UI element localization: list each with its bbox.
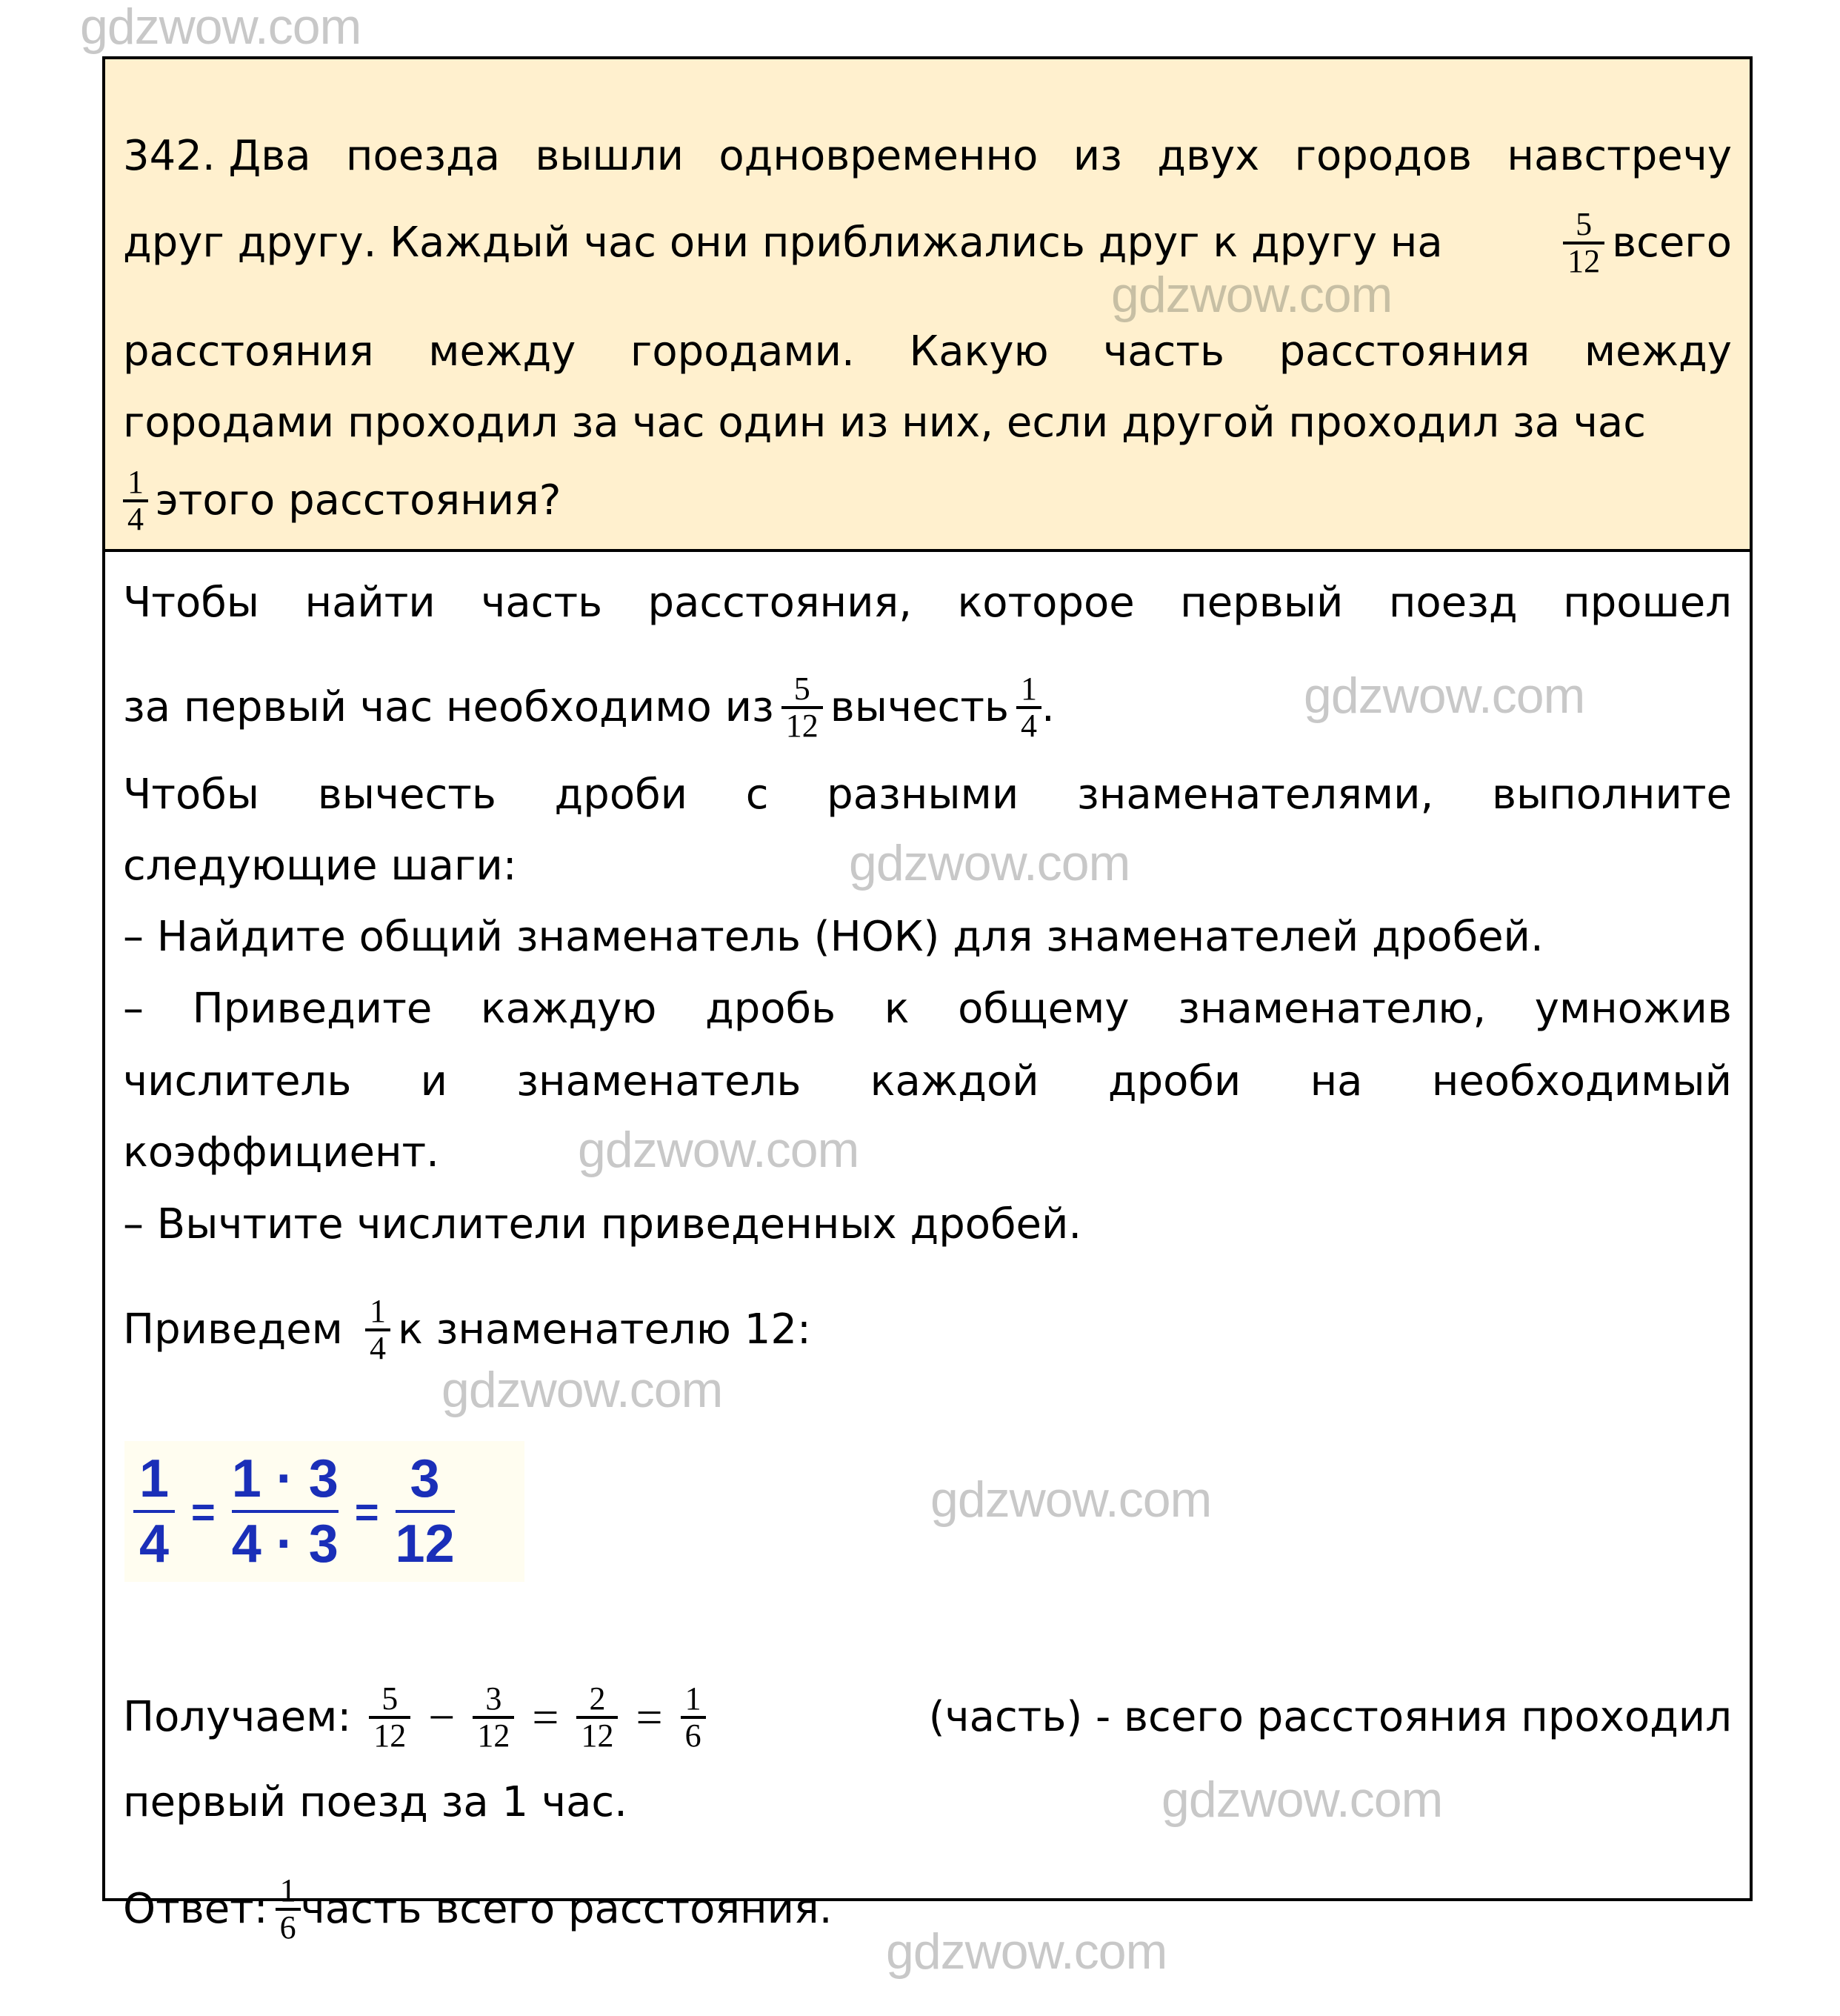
word: которое — [957, 579, 1135, 627]
word: необходимый — [1431, 1057, 1732, 1105]
word: дроби — [554, 771, 688, 819]
fraction-1-4 — [123, 465, 148, 536]
text: первый поезд за 1 час. — [123, 1778, 627, 1826]
problem-line — [123, 130, 1732, 182]
word: вышли — [535, 132, 684, 180]
word: расстояния, — [647, 579, 913, 627]
watermark: gdzwow.com — [1161, 1772, 1443, 1828]
word: часть — [481, 579, 603, 627]
text: городами проходил за час один из них, если другой проходил за час — [123, 399, 1647, 447]
text: к знаменателю 12: — [397, 1305, 811, 1354]
word: дробь — [705, 985, 836, 1033]
fraction-1-4 — [1016, 672, 1041, 743]
equals-sign: = — [191, 1488, 216, 1535]
fraction-1-4 — [365, 1294, 390, 1365]
watermark: gdzwow.com — [930, 1471, 1212, 1528]
word: между — [1584, 327, 1732, 376]
denominator: 6 — [276, 1908, 301, 1945]
word: дроби — [1107, 1057, 1241, 1105]
word: часть — [1103, 327, 1225, 376]
word: городов — [1294, 132, 1473, 180]
fraction-1-6 — [276, 1874, 301, 1945]
denominator: 4 — [1016, 706, 1041, 743]
word: расстояния — [123, 327, 374, 376]
minus-sign: − — [428, 1691, 456, 1743]
numerator: 2 — [589, 1680, 606, 1717]
numerator: 1 — [369, 1293, 386, 1329]
problem-line — [123, 207, 1732, 279]
text: Получаем: — [123, 1693, 352, 1741]
text: этого расстояния? — [156, 476, 561, 525]
denominator: 4 — [123, 499, 148, 536]
numerator: 1 — [127, 464, 144, 500]
denominator: 12 — [576, 1716, 618, 1753]
problem-line — [123, 397, 1732, 449]
numerator: 1 · 3 — [231, 1449, 339, 1508]
word: найти — [304, 579, 436, 627]
word: первый — [1180, 579, 1344, 627]
word: на — [1310, 1057, 1363, 1105]
formula-fraction-3-12 — [396, 1448, 455, 1575]
numerator: 1 — [684, 1680, 701, 1717]
numerator: 1 — [1020, 671, 1037, 707]
formula-fraction-product — [232, 1448, 339, 1575]
problem-number-text — [123, 130, 311, 182]
word: городами. — [630, 327, 855, 376]
word: разными — [827, 771, 1019, 819]
word: каждой — [870, 1057, 1039, 1105]
result-line — [123, 1777, 1732, 1829]
step-item — [123, 1122, 1732, 1179]
text: коэффициент. — [123, 1128, 439, 1177]
fraction-group — [1556, 207, 1732, 279]
word: числитель — [123, 1057, 352, 1105]
denominator: 6 — [681, 1716, 706, 1753]
word: – — [123, 985, 144, 1033]
word: умножив — [1534, 985, 1732, 1033]
denominator: 4 — [365, 1328, 390, 1365]
word: двух — [1157, 132, 1260, 180]
step-item — [123, 911, 1732, 963]
denominator: 4 — [133, 1510, 175, 1575]
solution-line — [123, 1294, 1732, 1365]
equals-sign: = — [532, 1691, 559, 1743]
fraction-5-12 — [369, 1682, 410, 1753]
word: вычесть — [317, 771, 496, 819]
step-item — [123, 983, 1732, 1035]
text: Приведем — [123, 1305, 343, 1354]
numerator: 3 — [410, 1449, 440, 1508]
text: всего — [1612, 219, 1732, 267]
problem-number: 342. — [123, 132, 216, 180]
equals-sign: = — [354, 1488, 379, 1535]
watermark: gdzwow.com — [80, 0, 361, 55]
formula-fraction-1-4 — [133, 1448, 175, 1575]
text: часть всего расстояния. — [300, 1885, 833, 1933]
word: между — [428, 327, 576, 376]
word: из — [1073, 132, 1122, 180]
text: друг другу. Каждый час они приближались друг к другу на — [123, 219, 1443, 267]
word: Два — [228, 132, 311, 180]
fraction-1-6 — [681, 1682, 706, 1753]
word: общему — [958, 985, 1130, 1033]
text: вычесть — [830, 683, 1009, 731]
problem-statement — [105, 59, 1750, 552]
word: навстречу — [1507, 132, 1732, 180]
denominator: 4 · 3 — [232, 1510, 339, 1575]
fraction-5-12 — [1563, 207, 1604, 279]
denominator: 12 — [473, 1716, 514, 1753]
numerator: 5 — [793, 671, 810, 707]
fraction-5-12 — [781, 672, 823, 743]
solution-line — [123, 668, 1732, 744]
watermark: gdzwow.com — [849, 835, 1130, 891]
word: расстояния — [1279, 327, 1530, 376]
equals-sign: = — [636, 1691, 663, 1743]
solution — [105, 552, 1750, 1946]
text: – Вычтите числители приведенных дробей. — [123, 1200, 1082, 1248]
step-item — [123, 1199, 1732, 1251]
solution-line — [123, 577, 1732, 629]
word: знаменателями, — [1076, 771, 1434, 819]
watermark: gdzwow.com — [441, 1362, 723, 1418]
solution-line — [123, 835, 1732, 892]
word: знаменателю, — [1178, 985, 1487, 1033]
word: каждую — [480, 985, 657, 1033]
word: Какую — [909, 327, 1049, 376]
word: к — [884, 985, 910, 1033]
word: с — [745, 771, 769, 819]
text: (часть) - всего расстояния проходил — [928, 1693, 1732, 1741]
fraction-2-12 — [576, 1682, 618, 1753]
problem-line — [123, 326, 1732, 378]
solution-line — [123, 769, 1732, 821]
word: поезда — [345, 132, 501, 180]
word: и — [420, 1057, 447, 1105]
denominator: 12 — [781, 706, 823, 743]
text: – Найдите общий знаменатель (НОК) для знаменателей дробей. — [123, 913, 1544, 961]
result-expression — [123, 1682, 706, 1753]
word: поезд — [1388, 579, 1518, 627]
watermark: gdzwow.com — [1304, 668, 1585, 724]
text: следующие шаги: — [123, 842, 517, 890]
word: Чтобы — [123, 579, 260, 627]
watermark: gdzwow.com — [578, 1122, 859, 1178]
exercise-card — [102, 56, 1753, 1946]
answer-line — [123, 1874, 1732, 1945]
numerator: 1 — [279, 1872, 296, 1909]
denominator: 12 — [369, 1716, 410, 1753]
step-item — [123, 1056, 1732, 1108]
text: . — [1041, 683, 1055, 731]
fraction-3-12 — [473, 1682, 514, 1753]
word: Приведите — [192, 985, 433, 1033]
text: за первый час необходимо из — [123, 683, 774, 731]
word: выполните — [1491, 771, 1732, 819]
watermark: gdzwow.com — [1111, 267, 1393, 323]
word: Чтобы — [123, 771, 260, 819]
denominator: 12 — [1563, 242, 1604, 279]
word: одновременно — [719, 132, 1039, 180]
word: знаменатель — [516, 1057, 801, 1105]
result-line — [123, 1682, 1732, 1753]
word: прошел — [1563, 579, 1732, 627]
numerator: 5 — [1576, 206, 1593, 242]
watermark: gdzwow.com — [886, 1923, 1167, 1980]
answer-label: Ответ: — [123, 1885, 268, 1933]
numerator: 3 — [485, 1680, 502, 1717]
denominator: 12 — [396, 1510, 455, 1575]
formula-image — [124, 1441, 524, 1582]
problem-line — [123, 465, 1732, 536]
numerator: 5 — [381, 1680, 399, 1717]
numerator: 1 — [139, 1449, 170, 1508]
